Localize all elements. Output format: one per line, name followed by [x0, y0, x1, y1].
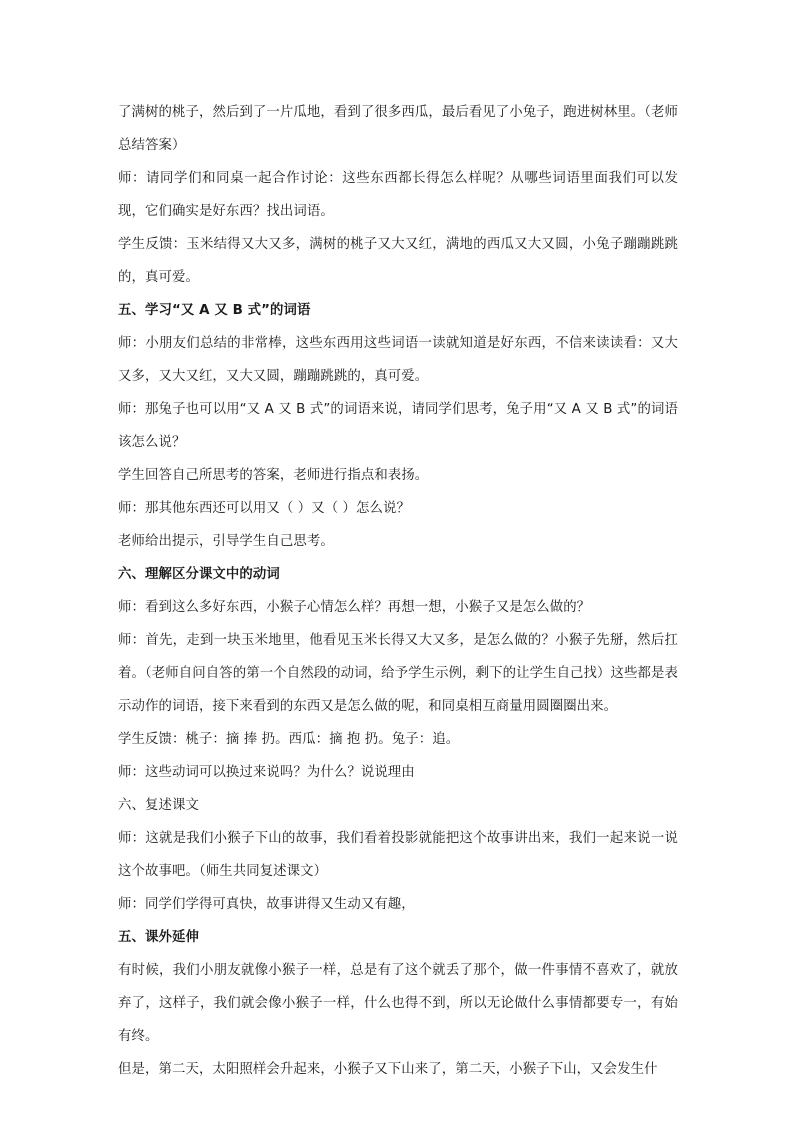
- paragraph-9: 老师给出提示，引导学生自己思考。: [118, 534, 334, 549]
- paragraph-12: 师：首先，走到一块玉米地里，他看见玉米长得又大又多，是怎么做的？小猴子先掰，然后扛着。（老师自问自答的第一个自然段的动词，给予学生示例，剩下的让学生自己找）这些都是表示动作的词语，接下来看到的东西又是怎么做的呢，和同桌相互商量用圆圈圈出来。: [118, 633, 678, 714]
- section-heading-retell: 六、复述课文: [118, 798, 199, 813]
- section-heading-extension: 五、课外延伸: [118, 930, 199, 945]
- paragraph-14: 师：这些动词可以换过来说吗？为什么？说说理由: [118, 765, 415, 780]
- paragraph-7: 学生回答自己所思考的答案，老师进行指点和表扬。: [118, 468, 429, 483]
- section-heading-5: 五、学习“又 A 又 B 式”的词语: [118, 303, 311, 318]
- section-heading-6: 六、理解区分课文中的动词: [118, 567, 280, 582]
- paragraph-16: 师：这就是我们小猴子下山的故事，我们看着投影就能把这个故事讲出来，我们一起来说一说这个故事吧。（师生共同复述课文）: [118, 831, 678, 879]
- paragraph-17: 师：同学们学得可真快，故事讲得又生动又有趣，: [118, 897, 415, 912]
- document-page: [118, 96, 678, 1086]
- paragraph-19: 有时候，我们小朋友就像小猴子一样，总是有了这个就丢了那个，做一件事情不喜欢了，就放弃了，这样子，我们就会像小猴子一样，什么也得不到，所以无论做什么事情都要专一，有始有终。: [118, 963, 678, 1044]
- paragraph-8: 师：那其他东西还可以用又（ ）又（ ）怎么说？: [118, 501, 411, 516]
- paragraph-3: 学生反馈：玉米结得又大又多，满树的桃子又大又红，满地的西瓜又大又圆，小兔子蹦蹦跳跳的，真可爱。: [118, 237, 678, 285]
- paragraph-5: 师：小朋友们总结的非常棒，这些东西用这些词语一读就知道是好东西，不信来读读看：又大又多，又大又红，又大又圆，蹦蹦跳跳的，真可爱。: [118, 336, 678, 384]
- paragraph-6: 师：那兔子也可以用“又 A 又 B 式”的词语来说，请同学们思考，兔子用“又 A 又 B 式”的词语该怎么说？: [118, 402, 678, 450]
- paragraph-20: 但是，第二天，太阳照样会升起来，小猴子又下山来了，第二天，小猴子下山，又会发生什: [118, 1062, 658, 1077]
- paragraph-2: 师：请同学们和同桌一起合作讨论：这些东西都长得怎么样呢？从哪些词语里面我们可以发现，它们确实是好东西？找出词语。: [118, 171, 678, 219]
- paragraph-11: 师：看到这么多好东西，小猴子心情怎么样？再想一想，小猴子又是怎么做的？: [118, 600, 591, 615]
- paragraph-13: 学生反馈：桃子：摘 捧 扔。西瓜：摘 抱 扔。兔子：追。: [118, 732, 460, 747]
- paragraph-1: 了满树的桃子，然后到了一片瓜地，看到了很多西瓜，最后看见了小兔子，跑进树林里。（老师总结答案）: [118, 105, 678, 153]
